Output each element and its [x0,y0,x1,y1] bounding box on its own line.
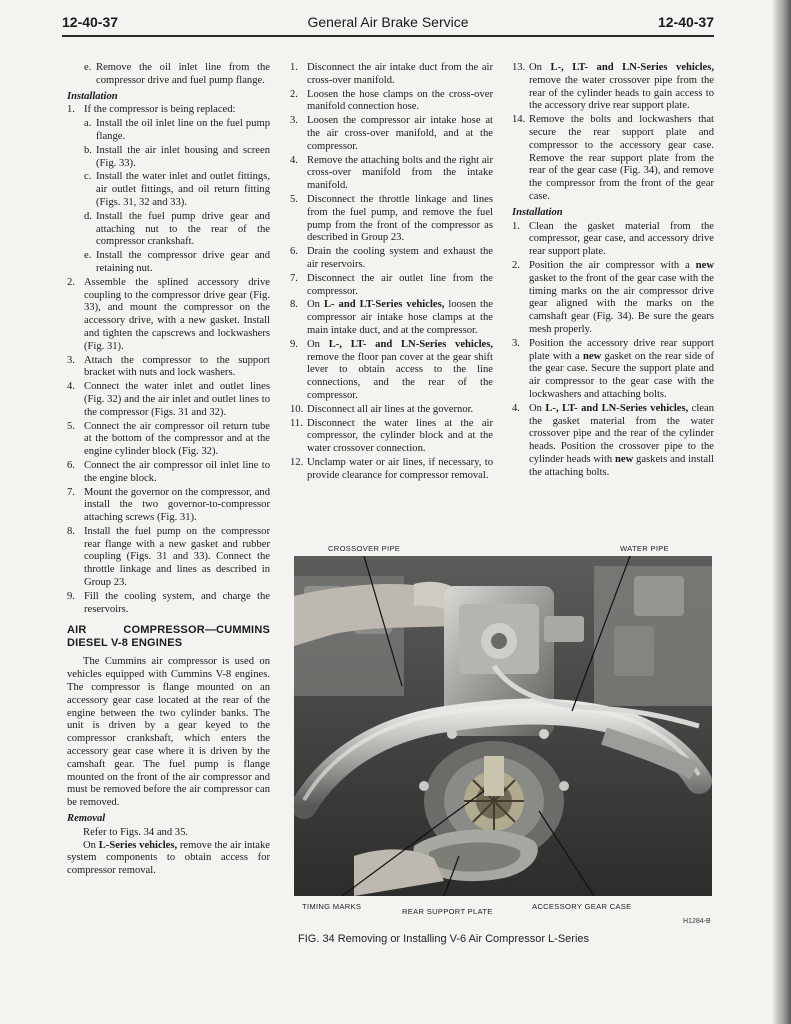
label-accessory-gear-case: ACCESSORY GEAR CASE [532,902,632,911]
page-header [62,12,714,34]
figure-id: H1284-B [683,918,711,925]
page-number-right: 12-40-37 [657,14,714,30]
substep-list [67,118,270,276]
list-item: 5. Connect the air compressor oil return tube at the bottom of the compressor and at the engine cylinder block (Fig. 32). [67,420,270,458]
list-item: 2. Loosen the hose clamps on the cross-over manifold connection hose. [290,88,493,113]
list-item: d. Install the fuel pump drive gear and attaching nut to the rear of the compressor crankshaft. [84,210,270,248]
installation-heading: Installation [67,90,118,102]
section-heading: AIR COMPRESSOR—CUMMINS DIESEL V-8 ENGINES [67,624,270,650]
list-item: 4. Connect the water inlet and outlet lines (Fig. 32) and the air inlet and outlet lines to the compressor (Figs. 31 and 32). [67,381,270,418]
list-item: e. Install the compressor drive gear and retaining nut. [84,250,270,274]
list-item: 1. Clean the gasket material from the compressor, gear case, and accessory drive rear support plate. [512,220,714,258]
column-3 [512,62,714,481]
list-item: 13. On L-, LT- and LN-Series vehicles, remove the water crossover pipe from the rear of the cylinder heads to gain access to the accessory drive rear support plate. [512,62,714,112]
scan-edge-shadow [773,0,791,1024]
list-item: 1. Disconnect the air intake duct from the air cross-over manifold. [290,62,493,86]
list-item: 5. Disconnect the throttle linkage and lines from the fuel pump, and remove the fuel pump from the front of the compressor as described in Group 23. [290,193,493,244]
list-item: 7. Mount the governor on the compressor, and install the two governor-to-compressor attaching screws (Fig. 31). [67,486,270,524]
list-item: 7. Disconnect the air outlet line from the compressor. [290,272,493,297]
label-water-pipe: WATER PIPE [620,544,669,553]
list-item: 14. Remove the bolts and lockwashers that secure the rear support plate and compressor to the accessory gear case. Remove the rear support plate from the rear of the gear case (Fig. 34), and remove the compressor from the front of the gear case. [512,114,714,202]
list-item: 3. Loosen the compressor air intake hose at the air cross-over manifold, and at the compressor. [290,115,493,152]
column-1 [67,62,270,878]
list-item: e. Remove the oil inlet line from the compressor drive and fuel pump flange. [84,62,270,86]
list-item: 2. Assemble the splined accessory drive coupling to the compressor drive gear (Fig. 33), and mount the compressor on the accessory drive, with a new gasket. Install and tighten the capscrews and lockwashers (Fig. 31). [67,276,270,352]
list-item: 9. Fill the cooling system, and charge the reservoirs. [67,590,270,615]
list-item: a. Install the oil inlet line on the fuel pump flange. [84,118,270,142]
label-rear-support-plate: REAR SUPPORT PLATE [402,907,493,916]
list-item: 4. On L-, LT- and LN-Series vehicles, clean the gasket material from the water crossover pipe and the rear of the cylinder heads. Position the crossover pipe to the cylinder heads with new gaskets and install the attaching bolts. [512,402,714,478]
list-item: 6. Drain the cooling system and exhaust the air reservoirs. [290,246,493,270]
list-item: 11. Disconnect the water lines at the air compressor, the cylinder block and at the water crossover connection. [290,417,493,455]
list-item: 6. Connect the air compressor oil inlet line to the engine block. [67,459,270,484]
list-item: 9. On L-, LT- and LN-Series vehicles, remove the floor pan cover at the gear shift lever to obtain access to the line connections, and the rear of the compressor. [290,338,493,401]
figure-caption: FIG. 34 Removing or Installing V-6 Air Compressor L-Series [298,933,590,945]
header-rule [62,35,714,37]
section-paragraph: The Cummins air compressor is used on vehicles equipped with Cummins V-8 engines. The compressor is flange mounted on an accessory gear case located at the rear of the engine between the two cylinder banks. The unit is driven by a gear keyed to the compressor crankshaft, which enters the accessory gear case where it is driven by the camshaft gear. The fuel pump is flange mounted on the front of the air compressor and must be removed before the air compressor can be removed. [67,656,270,809]
list-item: c. Install the water inlet and outlet fittings, air outlet fittings, and oil return fitting (Figs. 31, 32 and 33). [84,171,270,208]
list-item: 8. On L- and LT-Series vehicles, loosen the compressor air intake hose clamps at the main intake duct, and at the compressor. [290,299,493,336]
engine-photo [294,556,712,896]
label-timing-marks: TIMING MARKS [302,902,362,911]
list-item: 8. Install the fuel pump on the compressor rear flange with a new gasket and rubber coupling (Figs. 31 and 33). Connect the throttle linkage and lines as described in Group 23. [67,525,270,589]
substep-list [67,62,270,88]
label-crossover-pipe: CROSSOVER PIPE [328,544,401,553]
engine-illustration [294,556,712,896]
list-item: 1. If the compressor is being replaced: [67,104,236,116]
list-item: 3. Position the accessory drive rear support plate with a new gasket on the rear side of the gear case. Secure the support plate and air compressor to the gear case with the lockwashers and attaching bolts. [512,337,714,400]
list-item: 12. Unclamp water or air lines, if necessary, to provide clearance for compressor removal. [290,456,493,481]
column-2 [290,62,493,484]
list-item: 4. Remove the attaching bolts and the right air cross-over manifold from the intake manifold. [290,154,493,192]
removal-heading: Removal [67,813,106,825]
list-item: b. Install the air inlet housing and screen (Fig. 33). [84,144,270,169]
removal-paragraph-1: Refer to Figs. 34 and 35. [83,826,189,838]
page-number-left: 12-40-37 [62,14,119,30]
installation-heading-2: Installation [512,206,563,218]
list-item: 2. Position the air compressor with a new gasket to the front of the gear case with the timing marks on the air compressor drive gear aligned with the marks on the camshaft gear (Fig. 34). Be sure the gears mesh properly. [512,259,714,335]
list-item: 10. Disconnect all air lines at the governor. [290,403,474,415]
removal-paragraph-2: On L-Series vehicles, remove the air intake system components to obtain access for compressor removal. [67,839,270,877]
page-title: General Air Brake Service [307,14,469,30]
list-item: 3. Attach the compressor to the support bracket with nuts and lock washers. [67,354,270,379]
